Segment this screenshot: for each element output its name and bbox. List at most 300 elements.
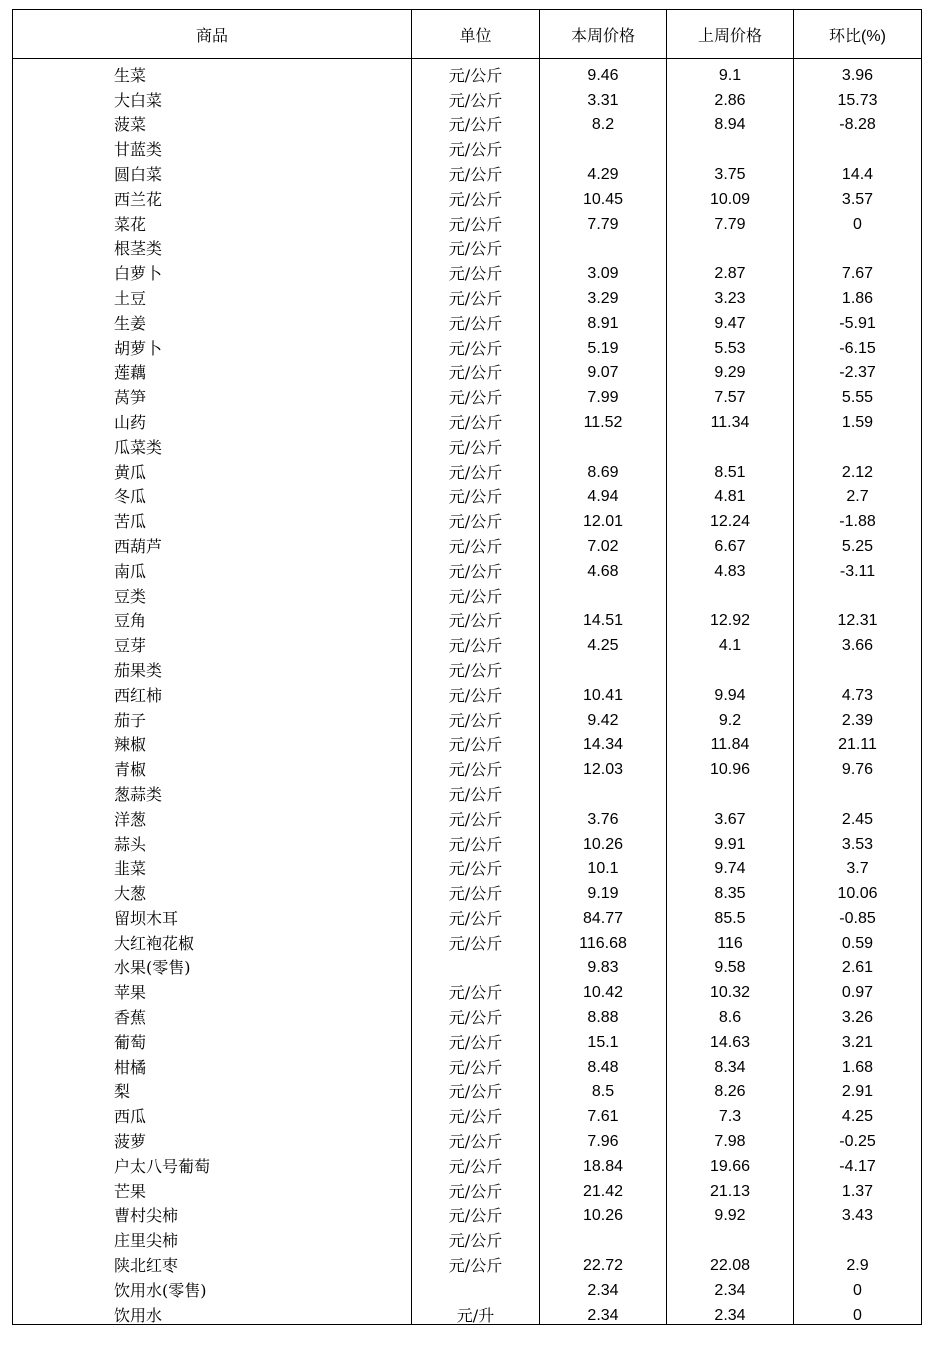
cell-this-week-price: 84.77 xyxy=(540,902,667,927)
table-row xyxy=(13,927,922,952)
cell-this-week-price: 10.26 xyxy=(540,1200,667,1225)
cell-change-percent: 0.59 xyxy=(794,927,922,952)
cell-change-percent: 3.96 xyxy=(794,59,922,84)
cell-this-week-price: 9.83 xyxy=(540,952,667,977)
cell-product-name: 大白菜 xyxy=(13,84,412,109)
cell-this-week-price: 8.5 xyxy=(540,1076,667,1101)
table-row xyxy=(13,431,922,456)
table-row xyxy=(13,1026,922,1051)
cell-this-week-price: 12.01 xyxy=(540,505,667,530)
cell-unit: 元/公斤 xyxy=(412,555,540,580)
table-row xyxy=(13,580,922,605)
cell-unit: 元/公斤 xyxy=(412,729,540,754)
table-row xyxy=(13,406,922,431)
cell-unit: 元/公斤 xyxy=(412,654,540,679)
table-row xyxy=(13,902,922,927)
cell-product-name: 生姜 xyxy=(13,307,412,332)
cell-this-week-price: 14.51 xyxy=(540,605,667,630)
cell-last-week-price: 3.23 xyxy=(667,282,794,307)
table-row xyxy=(13,729,922,754)
cell-this-week-price: 116.68 xyxy=(540,927,667,952)
cell-unit: 元/公斤 xyxy=(412,1175,540,1200)
cell-last-week-price: 9.47 xyxy=(667,307,794,332)
cell-product-name: 豆角 xyxy=(13,605,412,630)
table-row xyxy=(13,208,922,233)
cell-this-week-price: 4.68 xyxy=(540,555,667,580)
cell-product-name: 葱蒜类 xyxy=(13,778,412,803)
table-row xyxy=(13,1150,922,1175)
cell-this-week-price: 14.34 xyxy=(540,729,667,754)
cell-last-week-price xyxy=(667,654,794,679)
cell-unit: 元/公斤 xyxy=(412,1001,540,1026)
cell-change-percent: 3.26 xyxy=(794,1001,922,1026)
cell-product-name: 土豆 xyxy=(13,282,412,307)
cell-this-week-price xyxy=(540,1224,667,1249)
cell-product-name: 梨 xyxy=(13,1076,412,1101)
table-row xyxy=(13,1274,922,1299)
cell-change-percent: 3.43 xyxy=(794,1200,922,1225)
cell-change-percent: 14.4 xyxy=(794,158,922,183)
cell-last-week-price: 3.67 xyxy=(667,803,794,828)
table-row xyxy=(13,952,922,977)
cell-unit: 元/公斤 xyxy=(412,133,540,158)
table-row xyxy=(13,282,922,307)
table-row xyxy=(13,605,922,630)
cell-unit: 元/公斤 xyxy=(412,902,540,927)
cell-unit: 元/公斤 xyxy=(412,1249,540,1274)
cell-this-week-price: 4.29 xyxy=(540,158,667,183)
cell-unit: 元/公斤 xyxy=(412,208,540,233)
cell-unit xyxy=(412,1274,540,1299)
cell-this-week-price: 15.1 xyxy=(540,1026,667,1051)
cell-last-week-price: 4.81 xyxy=(667,481,794,506)
cell-unit: 元/公斤 xyxy=(412,109,540,134)
cell-product-name: 南瓜 xyxy=(13,555,412,580)
cell-product-name: 西葫芦 xyxy=(13,530,412,555)
cell-change-percent xyxy=(794,654,922,679)
table-row xyxy=(13,654,922,679)
cell-change-percent: -0.85 xyxy=(794,902,922,927)
cell-product-name: 蒜头 xyxy=(13,828,412,853)
cell-last-week-price: 9.74 xyxy=(667,853,794,878)
cell-this-week-price: 3.29 xyxy=(540,282,667,307)
cell-this-week-price: 21.42 xyxy=(540,1175,667,1200)
table-row xyxy=(13,1001,922,1026)
cell-change-percent: 15.73 xyxy=(794,84,922,109)
cell-unit: 元/公斤 xyxy=(412,927,540,952)
cell-this-week-price: 4.94 xyxy=(540,481,667,506)
cell-unit: 元/公斤 xyxy=(412,307,540,332)
cell-product-name: 饮用水(零售) xyxy=(13,1274,412,1299)
cell-product-name: 西瓜 xyxy=(13,1100,412,1125)
table-row xyxy=(13,257,922,282)
cell-product-name: 西红柿 xyxy=(13,679,412,704)
table-row xyxy=(13,307,922,332)
cell-unit: 元/公斤 xyxy=(412,1026,540,1051)
cell-change-percent: -2.37 xyxy=(794,357,922,382)
cell-last-week-price: 11.34 xyxy=(667,406,794,431)
cell-this-week-price: 9.19 xyxy=(540,877,667,902)
cell-this-week-price xyxy=(540,233,667,258)
cell-this-week-price: 10.1 xyxy=(540,853,667,878)
cell-change-percent: 4.73 xyxy=(794,679,922,704)
table-row xyxy=(13,778,922,803)
cell-last-week-price: 9.29 xyxy=(667,357,794,382)
cell-this-week-price xyxy=(540,580,667,605)
cell-product-name: 曹村尖柿 xyxy=(13,1200,412,1225)
cell-last-week-price: 9.91 xyxy=(667,828,794,853)
table-row xyxy=(13,1175,922,1200)
table-row xyxy=(13,753,922,778)
table-row xyxy=(13,629,922,654)
cell-change-percent: 2.39 xyxy=(794,704,922,729)
cell-product-name: 大红袍花椒 xyxy=(13,927,412,952)
cell-product-name: 西兰花 xyxy=(13,183,412,208)
cell-last-week-price: 14.63 xyxy=(667,1026,794,1051)
cell-last-week-price xyxy=(667,580,794,605)
cell-change-percent: 3.21 xyxy=(794,1026,922,1051)
cell-change-percent: -6.15 xyxy=(794,332,922,357)
cell-unit: 元/公斤 xyxy=(412,605,540,630)
cell-last-week-price: 116 xyxy=(667,927,794,952)
cell-change-percent xyxy=(794,431,922,456)
cell-last-week-price: 8.26 xyxy=(667,1076,794,1101)
cell-last-week-price: 2.86 xyxy=(667,84,794,109)
table-row xyxy=(13,704,922,729)
cell-last-week-price: 8.94 xyxy=(667,109,794,134)
cell-product-name: 莲藕 xyxy=(13,357,412,382)
cell-product-name: 菠萝 xyxy=(13,1125,412,1150)
cell-last-week-price: 21.13 xyxy=(667,1175,794,1200)
cell-change-percent: 5.25 xyxy=(794,530,922,555)
cell-change-percent xyxy=(794,778,922,803)
cell-change-percent: 0 xyxy=(794,1299,922,1324)
cell-unit: 元/公斤 xyxy=(412,704,540,729)
table-row xyxy=(13,1100,922,1125)
cell-product-name: 青椒 xyxy=(13,753,412,778)
cell-product-name: 白萝卜 xyxy=(13,257,412,282)
cell-last-week-price: 85.5 xyxy=(667,902,794,927)
cell-last-week-price: 2.34 xyxy=(667,1274,794,1299)
table-row xyxy=(13,1224,922,1249)
cell-last-week-price: 7.98 xyxy=(667,1125,794,1150)
cell-change-percent: -4.17 xyxy=(794,1150,922,1175)
cell-unit xyxy=(412,952,540,977)
cell-change-percent: 1.86 xyxy=(794,282,922,307)
cell-product-name: 生菜 xyxy=(13,59,412,84)
cell-this-week-price: 3.76 xyxy=(540,803,667,828)
cell-unit: 元/公斤 xyxy=(412,332,540,357)
cell-unit: 元/公斤 xyxy=(412,84,540,109)
cell-unit: 元/公斤 xyxy=(412,1100,540,1125)
table-row xyxy=(13,357,922,382)
cell-this-week-price xyxy=(540,654,667,679)
cell-last-week-price: 2.87 xyxy=(667,257,794,282)
cell-unit: 元/公斤 xyxy=(412,431,540,456)
cell-unit: 元/公斤 xyxy=(412,1125,540,1150)
cell-product-name: 豆芽 xyxy=(13,629,412,654)
cell-unit: 元/公斤 xyxy=(412,282,540,307)
cell-unit: 元/公斤 xyxy=(412,1150,540,1175)
cell-product-name: 香蕉 xyxy=(13,1001,412,1026)
cell-unit: 元/公斤 xyxy=(412,481,540,506)
price-table xyxy=(12,9,922,1325)
table-row xyxy=(13,158,922,183)
table-row xyxy=(13,1051,922,1076)
cell-last-week-price: 8.6 xyxy=(667,1001,794,1026)
cell-last-week-price: 6.67 xyxy=(667,530,794,555)
cell-this-week-price: 8.2 xyxy=(540,109,667,134)
table-row xyxy=(13,1076,922,1101)
cell-this-week-price: 7.99 xyxy=(540,381,667,406)
cell-product-name: 辣椒 xyxy=(13,729,412,754)
cell-this-week-price xyxy=(540,431,667,456)
cell-product-name: 芒果 xyxy=(13,1175,412,1200)
cell-unit: 元/公斤 xyxy=(412,381,540,406)
cell-product-name: 葡萄 xyxy=(13,1026,412,1051)
cell-change-percent xyxy=(794,233,922,258)
cell-product-name: 甘蓝类 xyxy=(13,133,412,158)
cell-this-week-price: 5.19 xyxy=(540,332,667,357)
cell-this-week-price: 8.69 xyxy=(540,456,667,481)
cell-this-week-price: 7.02 xyxy=(540,530,667,555)
cell-this-week-price: 10.42 xyxy=(540,976,667,1001)
cell-unit: 元/公斤 xyxy=(412,456,540,481)
cell-last-week-price: 10.09 xyxy=(667,183,794,208)
table-row xyxy=(13,1249,922,1274)
table-row xyxy=(13,84,922,109)
cell-last-week-price: 9.58 xyxy=(667,952,794,977)
cell-change-percent: 7.67 xyxy=(794,257,922,282)
cell-product-name: 户太八号葡萄 xyxy=(13,1150,412,1175)
cell-product-name: 饮用水 xyxy=(13,1299,412,1324)
cell-last-week-price: 9.2 xyxy=(667,704,794,729)
table-row xyxy=(13,976,922,1001)
cell-unit: 元/公斤 xyxy=(412,877,540,902)
cell-change-percent: 0 xyxy=(794,1274,922,1299)
cell-change-percent: 10.06 xyxy=(794,877,922,902)
cell-change-percent: 2.9 xyxy=(794,1249,922,1274)
cell-last-week-price xyxy=(667,133,794,158)
table-row xyxy=(13,381,922,406)
cell-this-week-price: 7.79 xyxy=(540,208,667,233)
cell-unit: 元/公斤 xyxy=(412,803,540,828)
cell-product-name: 大葱 xyxy=(13,877,412,902)
cell-unit: 元/公斤 xyxy=(412,158,540,183)
cell-last-week-price: 12.92 xyxy=(667,605,794,630)
cell-this-week-price: 9.46 xyxy=(540,59,667,84)
cell-change-percent: 4.25 xyxy=(794,1100,922,1125)
cell-last-week-price: 11.84 xyxy=(667,729,794,754)
cell-last-week-price: 8.51 xyxy=(667,456,794,481)
cell-change-percent: 3.7 xyxy=(794,853,922,878)
cell-unit: 元/公斤 xyxy=(412,530,540,555)
cell-this-week-price: 11.52 xyxy=(540,406,667,431)
cell-product-name: 苦瓜 xyxy=(13,505,412,530)
cell-last-week-price xyxy=(667,1224,794,1249)
cell-this-week-price: 3.31 xyxy=(540,84,667,109)
cell-change-percent xyxy=(794,1224,922,1249)
cell-unit: 元/公斤 xyxy=(412,183,540,208)
cell-product-name: 洋葱 xyxy=(13,803,412,828)
cell-change-percent: 0.97 xyxy=(794,976,922,1001)
cell-product-name: 冬瓜 xyxy=(13,481,412,506)
table-row xyxy=(13,530,922,555)
cell-change-percent: 2.91 xyxy=(794,1076,922,1101)
cell-unit: 元/公斤 xyxy=(412,357,540,382)
cell-unit: 元/公斤 xyxy=(412,976,540,1001)
cell-change-percent: 21.11 xyxy=(794,729,922,754)
cell-change-percent: -3.11 xyxy=(794,555,922,580)
cell-last-week-price xyxy=(667,778,794,803)
cell-last-week-price: 10.32 xyxy=(667,976,794,1001)
cell-unit: 元/公斤 xyxy=(412,1051,540,1076)
cell-unit: 元/公斤 xyxy=(412,679,540,704)
table-row xyxy=(13,481,922,506)
table-row xyxy=(13,1299,922,1324)
table-row xyxy=(13,109,922,134)
cell-change-percent: 2.12 xyxy=(794,456,922,481)
cell-unit: 元/公斤 xyxy=(412,828,540,853)
table-row xyxy=(13,505,922,530)
header-last-week-price: 上周价格 xyxy=(667,10,794,59)
cell-last-week-price: 9.92 xyxy=(667,1200,794,1225)
cell-product-name: 胡萝卜 xyxy=(13,332,412,357)
cell-change-percent: -1.88 xyxy=(794,505,922,530)
cell-last-week-price: 8.35 xyxy=(667,877,794,902)
cell-this-week-price: 9.07 xyxy=(540,357,667,382)
table-row xyxy=(13,828,922,853)
cell-product-name: 根茎类 xyxy=(13,233,412,258)
table-row xyxy=(13,853,922,878)
cell-unit: 元/升 xyxy=(412,1299,540,1324)
cell-this-week-price: 7.96 xyxy=(540,1125,667,1150)
cell-this-week-price: 8.88 xyxy=(540,1001,667,1026)
cell-this-week-price: 4.25 xyxy=(540,629,667,654)
cell-this-week-price xyxy=(540,778,667,803)
cell-last-week-price: 9.1 xyxy=(667,59,794,84)
table-row xyxy=(13,59,922,84)
cell-last-week-price: 7.3 xyxy=(667,1100,794,1125)
cell-change-percent: 0 xyxy=(794,208,922,233)
cell-product-name: 菠菜 xyxy=(13,109,412,134)
header-row xyxy=(13,10,922,59)
table-row xyxy=(13,133,922,158)
cell-change-percent: 9.76 xyxy=(794,753,922,778)
cell-change-percent: 5.55 xyxy=(794,381,922,406)
cell-product-name: 圆白菜 xyxy=(13,158,412,183)
cell-last-week-price xyxy=(667,233,794,258)
cell-product-name: 黄瓜 xyxy=(13,456,412,481)
cell-this-week-price xyxy=(540,133,667,158)
cell-change-percent: 1.37 xyxy=(794,1175,922,1200)
cell-product-name: 水果(零售) xyxy=(13,952,412,977)
table-body xyxy=(13,59,922,1325)
cell-change-percent: 1.59 xyxy=(794,406,922,431)
cell-this-week-price: 8.48 xyxy=(540,1051,667,1076)
cell-last-week-price xyxy=(667,431,794,456)
cell-unit: 元/公斤 xyxy=(412,1200,540,1225)
cell-this-week-price: 3.09 xyxy=(540,257,667,282)
cell-last-week-price: 10.96 xyxy=(667,753,794,778)
cell-this-week-price: 18.84 xyxy=(540,1150,667,1175)
table-row xyxy=(13,803,922,828)
cell-unit: 元/公斤 xyxy=(412,629,540,654)
cell-change-percent xyxy=(794,133,922,158)
cell-last-week-price: 22.08 xyxy=(667,1249,794,1274)
cell-change-percent: 12.31 xyxy=(794,605,922,630)
cell-change-percent: -5.91 xyxy=(794,307,922,332)
cell-last-week-price: 7.57 xyxy=(667,381,794,406)
table-row xyxy=(13,233,922,258)
cell-unit: 元/公斤 xyxy=(412,853,540,878)
cell-product-name: 庄里尖柿 xyxy=(13,1224,412,1249)
cell-change-percent: 3.53 xyxy=(794,828,922,853)
cell-product-name: 留坝木耳 xyxy=(13,902,412,927)
cell-unit: 元/公斤 xyxy=(412,406,540,431)
table-row xyxy=(13,877,922,902)
cell-last-week-price: 19.66 xyxy=(667,1150,794,1175)
cell-last-week-price: 4.1 xyxy=(667,629,794,654)
table-row xyxy=(13,555,922,580)
cell-this-week-price: 2.34 xyxy=(540,1299,667,1324)
cell-product-name: 豆类 xyxy=(13,580,412,605)
table-row xyxy=(13,679,922,704)
cell-last-week-price: 9.94 xyxy=(667,679,794,704)
cell-product-name: 山药 xyxy=(13,406,412,431)
cell-this-week-price: 22.72 xyxy=(540,1249,667,1274)
cell-unit: 元/公斤 xyxy=(412,505,540,530)
cell-this-week-price: 10.26 xyxy=(540,828,667,853)
table-row xyxy=(13,1125,922,1150)
cell-product-name: 陕北红枣 xyxy=(13,1249,412,1274)
cell-last-week-price: 4.83 xyxy=(667,555,794,580)
cell-change-percent: 2.45 xyxy=(794,803,922,828)
cell-change-percent: -0.25 xyxy=(794,1125,922,1150)
table-row xyxy=(13,183,922,208)
cell-last-week-price: 12.24 xyxy=(667,505,794,530)
cell-product-name: 菜花 xyxy=(13,208,412,233)
cell-this-week-price: 7.61 xyxy=(540,1100,667,1125)
header-change-percent: 环比(%) xyxy=(794,10,922,59)
table-row xyxy=(13,456,922,481)
cell-product-name: 韭菜 xyxy=(13,853,412,878)
cell-change-percent: -8.28 xyxy=(794,109,922,134)
cell-change-percent: 3.66 xyxy=(794,629,922,654)
cell-product-name: 茄果类 xyxy=(13,654,412,679)
header-product: 商品 xyxy=(13,10,412,59)
cell-this-week-price: 2.34 xyxy=(540,1274,667,1299)
cell-unit: 元/公斤 xyxy=(412,778,540,803)
cell-unit: 元/公斤 xyxy=(412,580,540,605)
cell-unit: 元/公斤 xyxy=(412,753,540,778)
cell-unit: 元/公斤 xyxy=(412,1076,540,1101)
cell-unit: 元/公斤 xyxy=(412,1224,540,1249)
cell-product-name: 柑橘 xyxy=(13,1051,412,1076)
cell-this-week-price: 9.42 xyxy=(540,704,667,729)
cell-this-week-price: 8.91 xyxy=(540,307,667,332)
header-this-week-price: 本周价格 xyxy=(540,10,667,59)
cell-product-name: 瓜菜类 xyxy=(13,431,412,456)
cell-change-percent: 2.7 xyxy=(794,481,922,506)
cell-product-name: 莴笋 xyxy=(13,381,412,406)
cell-last-week-price: 2.34 xyxy=(667,1299,794,1324)
cell-change-percent: 2.61 xyxy=(794,952,922,977)
cell-this-week-price: 10.45 xyxy=(540,183,667,208)
cell-this-week-price: 12.03 xyxy=(540,753,667,778)
cell-this-week-price: 10.41 xyxy=(540,679,667,704)
cell-product-name: 苹果 xyxy=(13,976,412,1001)
